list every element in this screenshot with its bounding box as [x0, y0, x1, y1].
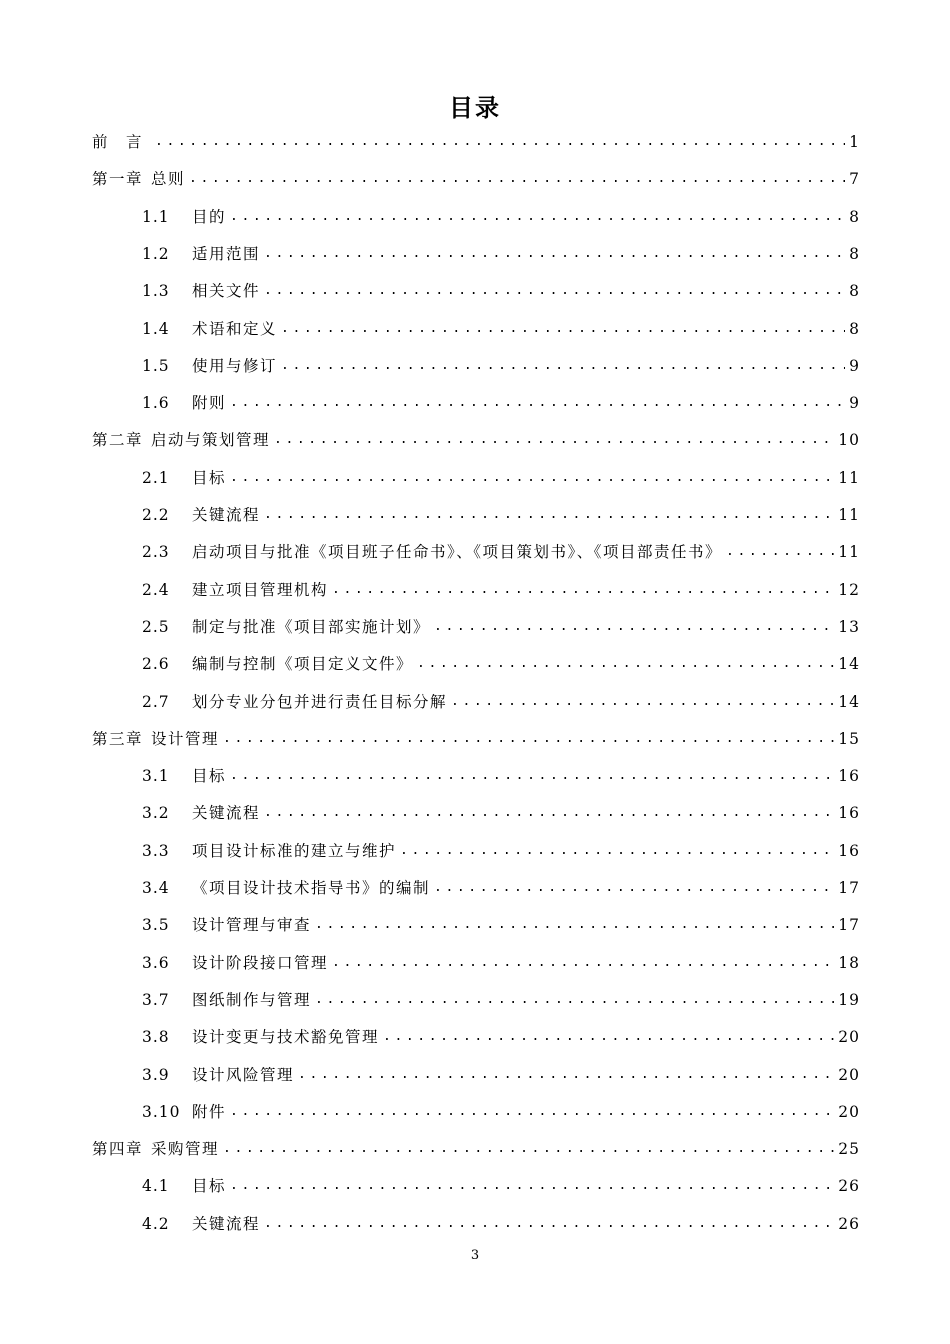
- toc-entry-page: 14: [838, 655, 860, 674]
- toc-entry-page: 15: [838, 729, 860, 748]
- dot-leader: [223, 1137, 834, 1161]
- toc-entry-label: 目标: [192, 767, 227, 786]
- toc-entry-label: 设计阶段接口管理: [192, 953, 329, 972]
- toc-entry[interactable]: [92, 1137, 860, 1161]
- toc-entry-number: 4.2: [142, 1214, 170, 1233]
- toc-entry-page: 13: [838, 617, 860, 636]
- dot-leader: [264, 279, 845, 303]
- dot-leader: [451, 690, 834, 714]
- toc-entry[interactable]: [142, 913, 860, 937]
- toc-entry-label: 启动项目与批准《项目班子任命书》、《项目策划书》、《项目部责任书》: [192, 543, 723, 562]
- toc-entry-number: 3.6: [142, 953, 170, 972]
- toc-entry-label: 目标: [192, 1177, 227, 1196]
- dot-leader: [332, 951, 834, 975]
- dot-leader: [400, 839, 834, 863]
- toc-entry-page: 8: [849, 319, 860, 338]
- toc-entry-label: 关键流程: [192, 1214, 261, 1233]
- toc-entry-number: 3.8: [142, 1028, 170, 1047]
- toc-entry[interactable]: [142, 391, 860, 415]
- toc-entry-number: 2.1: [142, 468, 170, 487]
- toc-entry-label: 目的: [192, 207, 227, 226]
- toc-entry-label: 使用与修订: [192, 356, 278, 375]
- toc-entry[interactable]: [142, 951, 860, 975]
- toc-entry-label: 相关文件: [192, 282, 261, 301]
- page-number: 3: [470, 1248, 480, 1263]
- toc-entry-number: 1.5: [142, 356, 170, 375]
- toc-entry-label: 设计变更与技术豁免管理: [192, 1028, 380, 1047]
- toc-entry-page: 25: [838, 1140, 860, 1159]
- dot-leader: [230, 205, 845, 229]
- dot-leader: [264, 1212, 834, 1236]
- dot-leader: [230, 764, 834, 788]
- toc-entry-label: 划分专业分包并进行责任目标分解: [192, 692, 448, 711]
- toc-entry[interactable]: [92, 130, 860, 154]
- toc-entry[interactable]: [142, 652, 860, 676]
- toc-entry-number: 3.3: [142, 841, 170, 860]
- toc-entry[interactable]: [92, 167, 860, 191]
- toc-entry-label: 适用范围: [192, 244, 261, 263]
- toc-entry-label: 附件: [192, 1102, 227, 1121]
- toc-entry-label: 采购管理: [151, 1140, 220, 1159]
- toc-entry-label: 《项目设计技术指导书》的编制: [192, 879, 431, 897]
- toc-entry[interactable]: [142, 615, 860, 639]
- toc-entry-label: 术语和定义: [192, 319, 278, 338]
- toc-entry[interactable]: [142, 988, 860, 1012]
- toc-entry-number: 1.4: [142, 319, 170, 338]
- toc-entry-page: 16: [838, 804, 860, 823]
- toc-entry-page: 17: [838, 879, 860, 897]
- toc-entry-label: 图纸制作与管理: [192, 990, 312, 1009]
- toc-entry-label: 设计管理与审查: [192, 916, 312, 935]
- toc-entry-number: 3.10: [142, 1102, 181, 1121]
- toc-entry[interactable]: [142, 801, 860, 825]
- toc-entry-page: 11: [838, 543, 860, 562]
- toc-entry-page: 18: [838, 953, 860, 972]
- toc-entry-number: 3.7: [142, 990, 170, 1009]
- toc-entry[interactable]: [142, 690, 860, 714]
- toc-entry-page: 20: [838, 1102, 860, 1121]
- toc-entry-label: 附则: [192, 394, 227, 413]
- toc-entry-number: 1.6: [142, 394, 170, 413]
- toc-entry[interactable]: [142, 1025, 860, 1049]
- toc-entry-number: 1.1: [142, 207, 170, 226]
- toc-entry[interactable]: [142, 1212, 860, 1236]
- toc-entry-number: 2.3: [142, 543, 170, 562]
- toc-entry-label: 设计管理: [151, 729, 220, 748]
- toc-entry[interactable]: [142, 205, 860, 229]
- toc-entry[interactable]: [142, 839, 860, 863]
- dot-leader: [264, 801, 834, 825]
- toc-entry[interactable]: [142, 503, 860, 527]
- toc-entry[interactable]: [142, 354, 860, 378]
- toc-entry-number: 3.5: [142, 916, 170, 935]
- dot-leader: [383, 1025, 834, 1049]
- toc-entry-number: 第二章: [92, 431, 144, 450]
- dot-leader: [298, 1063, 834, 1087]
- dot-leader: [417, 652, 834, 676]
- toc-entry-label: 关键流程: [192, 804, 261, 823]
- dot-leader: [281, 317, 845, 341]
- dot-leader: [155, 130, 845, 154]
- toc-entry-page: 9: [849, 356, 860, 375]
- toc-entry-number: 前 言: [92, 133, 144, 151]
- toc-entry-page: 19: [838, 990, 860, 1009]
- toc-entry-number: 3.1: [142, 767, 170, 786]
- toc-entry-page: 1: [849, 133, 860, 151]
- toc-entry-page: 17: [838, 916, 860, 935]
- toc-entry-page: 7: [849, 170, 860, 189]
- dot-leader: [315, 988, 834, 1012]
- toc-entry-label: 关键流程: [192, 506, 261, 524]
- dot-leader: [434, 876, 834, 900]
- dot-leader: [223, 727, 834, 751]
- toc-entry[interactable]: [142, 578, 860, 602]
- toc-entry-label: 编制与控制《项目定义文件》: [192, 655, 414, 674]
- toc-entry[interactable]: [142, 1100, 860, 1124]
- dot-leader: [332, 578, 834, 602]
- dot-leader: [230, 466, 834, 490]
- toc-entry-number: 2.7: [142, 692, 170, 711]
- dot-leader: [264, 242, 845, 266]
- toc-entry[interactable]: [142, 317, 860, 341]
- toc-entry-number: 第三章: [92, 729, 144, 748]
- toc-entry-label: 启动与策划管理: [151, 431, 271, 450]
- toc-entry-label: 总则: [151, 170, 186, 189]
- toc-entry-label: 制定与批准《项目部实施计划》: [192, 617, 431, 636]
- toc-entry-number: 1.3: [142, 282, 170, 301]
- toc-entry-number: 2.6: [142, 655, 170, 674]
- toc-entry-label: 建立项目管理机构: [192, 580, 329, 599]
- dot-leader: [434, 615, 834, 639]
- toc-entry-page: 11: [838, 506, 860, 524]
- toc-entry-number: 第四章: [92, 1140, 144, 1159]
- toc-entry-label: 目标: [192, 468, 227, 487]
- toc-entry-label: 设计风险管理: [192, 1065, 295, 1084]
- toc-entry-page: 16: [838, 767, 860, 786]
- dot-leader: [230, 391, 845, 415]
- toc-entry-page: 8: [849, 207, 860, 226]
- toc-entry[interactable]: [142, 1063, 860, 1087]
- toc-entry-number: 2.4: [142, 580, 170, 599]
- toc-entry-number: 1.2: [142, 244, 170, 263]
- dot-leader: [230, 1100, 834, 1124]
- dot-leader: [315, 913, 834, 937]
- toc-entry-page: 14: [838, 692, 860, 711]
- toc-entry-number: 4.1: [142, 1177, 170, 1196]
- toc-entry-number: 3.2: [142, 804, 170, 823]
- toc-entry[interactable]: [142, 764, 860, 788]
- toc-entry[interactable]: [142, 540, 860, 564]
- toc-entry[interactable]: [142, 279, 860, 303]
- toc-entry-number: 3.9: [142, 1065, 170, 1084]
- toc-entry[interactable]: [142, 876, 860, 900]
- toc-entry-number: 2.5: [142, 617, 170, 636]
- toc-entry-number: 2.2: [142, 506, 170, 524]
- toc-entry[interactable]: [92, 727, 860, 751]
- dot-leader: [264, 503, 834, 527]
- toc-entry-number: 第一章: [92, 170, 144, 189]
- toc-entry-label: 项目设计标准的建立与维护: [192, 841, 397, 860]
- toc-entry-page: 26: [838, 1177, 860, 1196]
- toc-entry-page: 20: [838, 1028, 860, 1047]
- dot-leader: [726, 540, 834, 564]
- toc-entry[interactable]: [142, 242, 860, 266]
- toc-entry[interactable]: [142, 466, 860, 490]
- toc-entry-page: 10: [838, 431, 860, 450]
- toc-entry-page: 11: [838, 468, 860, 487]
- toc-entry-page: 26: [838, 1214, 860, 1233]
- toc-entry-page: 8: [849, 282, 860, 301]
- dot-leader: [230, 1174, 834, 1198]
- toc-entry-number: 3.4: [142, 879, 170, 897]
- toc-entry[interactable]: [142, 1174, 860, 1198]
- toc-entry-page: 8: [849, 244, 860, 263]
- toc-title: 目录: [449, 94, 501, 122]
- toc-entry-page: 20: [838, 1065, 860, 1084]
- toc-entry-page: 16: [838, 841, 860, 860]
- toc-entry-page: 12: [838, 580, 860, 599]
- dot-leader: [274, 428, 834, 452]
- toc-entry-page: 9: [849, 394, 860, 413]
- dot-leader: [281, 354, 845, 378]
- toc-entry[interactable]: [92, 428, 860, 452]
- dot-leader: [189, 167, 845, 191]
